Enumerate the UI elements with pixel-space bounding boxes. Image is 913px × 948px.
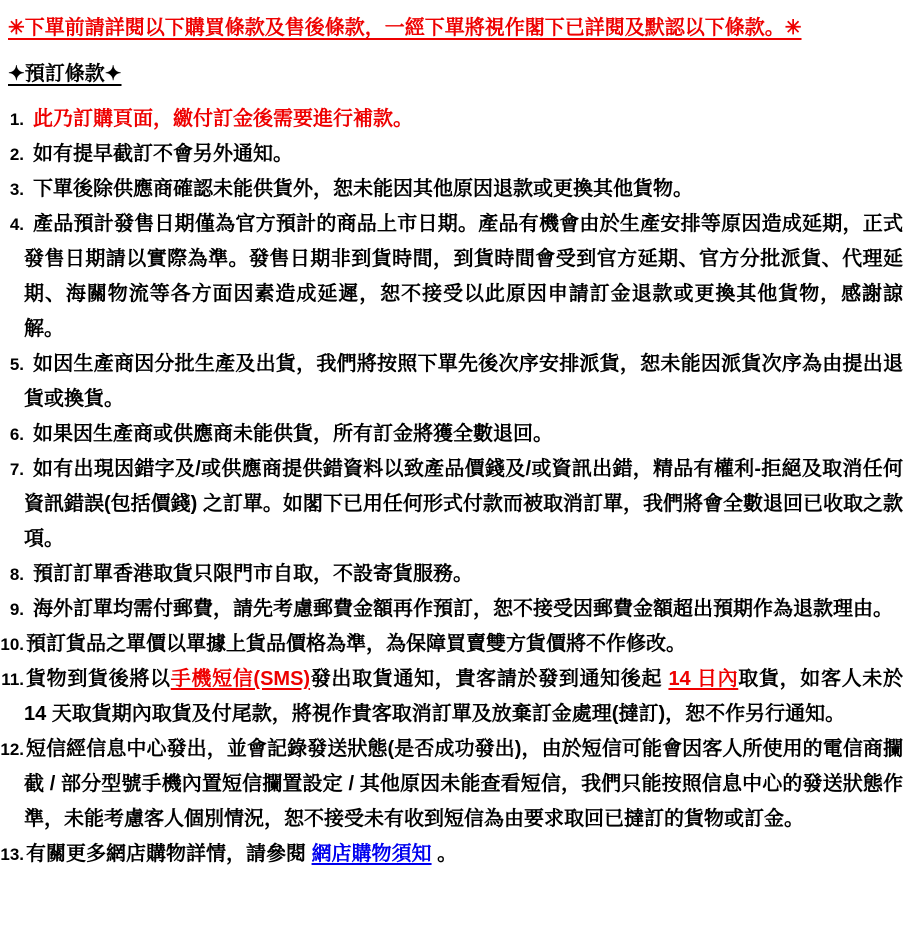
term-item (0, 417, 913, 452)
item-number: 9. (9, 600, 24, 619)
text-segment: 如有出現因錯字及/或供應商提供錯資料以致產品價錢及/或資訊出錯，精品有權利-拒絕及取消任何資訊錯誤(包括價錢) 之訂單。如閣下已用任何形式付款而被取消訂單，我們將會全數退回已收取之款項。 (24, 458, 903, 550)
text-segment: 海外訂單均需付郵費，請先考慮郵費金額再作預訂，恕不接受因郵費金額超出預期作為退款理由。 (33, 598, 893, 620)
term-item (0, 347, 913, 417)
item-text (24, 102, 903, 137)
term-item (0, 662, 913, 732)
text-segment: 預訂貨品之單價以單據上貨品價格為準，為保障買賣雙方貨價將不作修改。 (26, 633, 686, 655)
term-item (0, 102, 913, 137)
item-number: 1. (9, 110, 24, 129)
item-text (24, 627, 903, 662)
text-segment: 取貨，如客人未於 14 天取貨期內取貨及付尾款，將視作貴客取消訂單及放棄訂金處理(撻訂)，恕不作另行通知。 (24, 668, 903, 725)
item-number: 7. (9, 460, 24, 479)
term-item (0, 137, 913, 172)
term-item (0, 592, 913, 627)
item-text (24, 137, 903, 172)
item-text (24, 592, 903, 627)
text-segment: 。 (431, 843, 458, 865)
item-number: 13. (0, 845, 24, 864)
item-number: 12. (0, 740, 24, 759)
item-number: 6. (9, 425, 24, 444)
text-segment: 產品預計發售日期僅為官方預計的商品上市日期。產品有機會由於生產安排等原因造成延期，正式發售日期請以實際為準。發售日期非到貨時間，到貨時間會受到官方延期、官方分批派貨、代理延期、海關物流等各方面因素造成延遲，恕不接受以此原因申請訂金退款或更換其他貨物，感謝諒解。 (24, 213, 903, 340)
text-segment: 如因生產商因分批生產及出貨，我們將按照下單先後次序安排派貨，恕未能因派貨次序為由提出退貨或換貨。 (24, 353, 903, 410)
item-text (24, 452, 903, 557)
item-number: 4. (9, 215, 24, 234)
item-text (24, 417, 903, 452)
term-item (0, 557, 913, 592)
text-segment: 如有提早截訂不會另外通知。 (33, 143, 293, 165)
item-number: 10. (0, 635, 24, 654)
sms-highlight: 手機短信(SMS) (170, 668, 311, 690)
text-segment: 發出取貨通知，貴客請於發到通知後起 (310, 668, 669, 690)
item-number: 8. (9, 565, 24, 584)
term-item (0, 732, 913, 837)
text-segment: 下單後除供應商確認未能供貨外，恕未能因其他原因退款或更換其他貨物。 (33, 178, 693, 200)
text-segment: 如果因生產商或供應商未能供貨，所有訂金將獲全數退回。 (33, 423, 553, 445)
item-text (24, 557, 903, 592)
term-item (0, 627, 913, 662)
term-item (0, 207, 913, 347)
item-text (24, 662, 903, 732)
purchase-warning-banner: ✳下單前請詳閱以下購買條款及售後條款，一經下單將視作閣下已詳閱及默認以下條款。✳ (8, 17, 802, 39)
item-text (24, 347, 903, 417)
item-number: 2. (9, 145, 24, 164)
text-segment: 短信經信息中心發出，並會記錄發送狀態(是否成功發出)，由於短信可能會因客人所使用的電信商攔截 / 部分型號手機內置短信攔置設定 / 其他原因未能查看短信，我們只能按照信息中心的發送狀態作準，未能考慮客人個別情況，恕不接受未有收到短信為由要求取回已撻訂的貨物或訂金。 (24, 738, 903, 830)
deadline-highlight: 14 日內 (668, 668, 739, 690)
item-text (24, 207, 903, 347)
term-item (0, 452, 913, 557)
section-title-preorder-terms: ✦預訂條款✦ (8, 63, 122, 85)
item-text (24, 837, 903, 872)
item-number: 5. (9, 355, 24, 374)
item-number: 11. (1, 670, 24, 689)
text-segment: 有關更多網店購物詳情，請參閱 (26, 843, 312, 865)
text-segment: 預訂訂單香港取貨只限門市自取，不設寄貨服務。 (33, 563, 473, 585)
item-text (24, 732, 903, 837)
text-segment: 此乃訂購頁面，繳付訂金後需要進行補款。 (33, 108, 413, 130)
text-segment: 貨物到貨後將以 (26, 668, 171, 690)
item-number: 3. (9, 180, 24, 199)
terms-list (0, 102, 913, 872)
term-item (0, 172, 913, 207)
shop-notice-link[interactable]: 網店購物須知 (311, 843, 432, 865)
term-item (0, 837, 913, 872)
item-text (24, 172, 903, 207)
